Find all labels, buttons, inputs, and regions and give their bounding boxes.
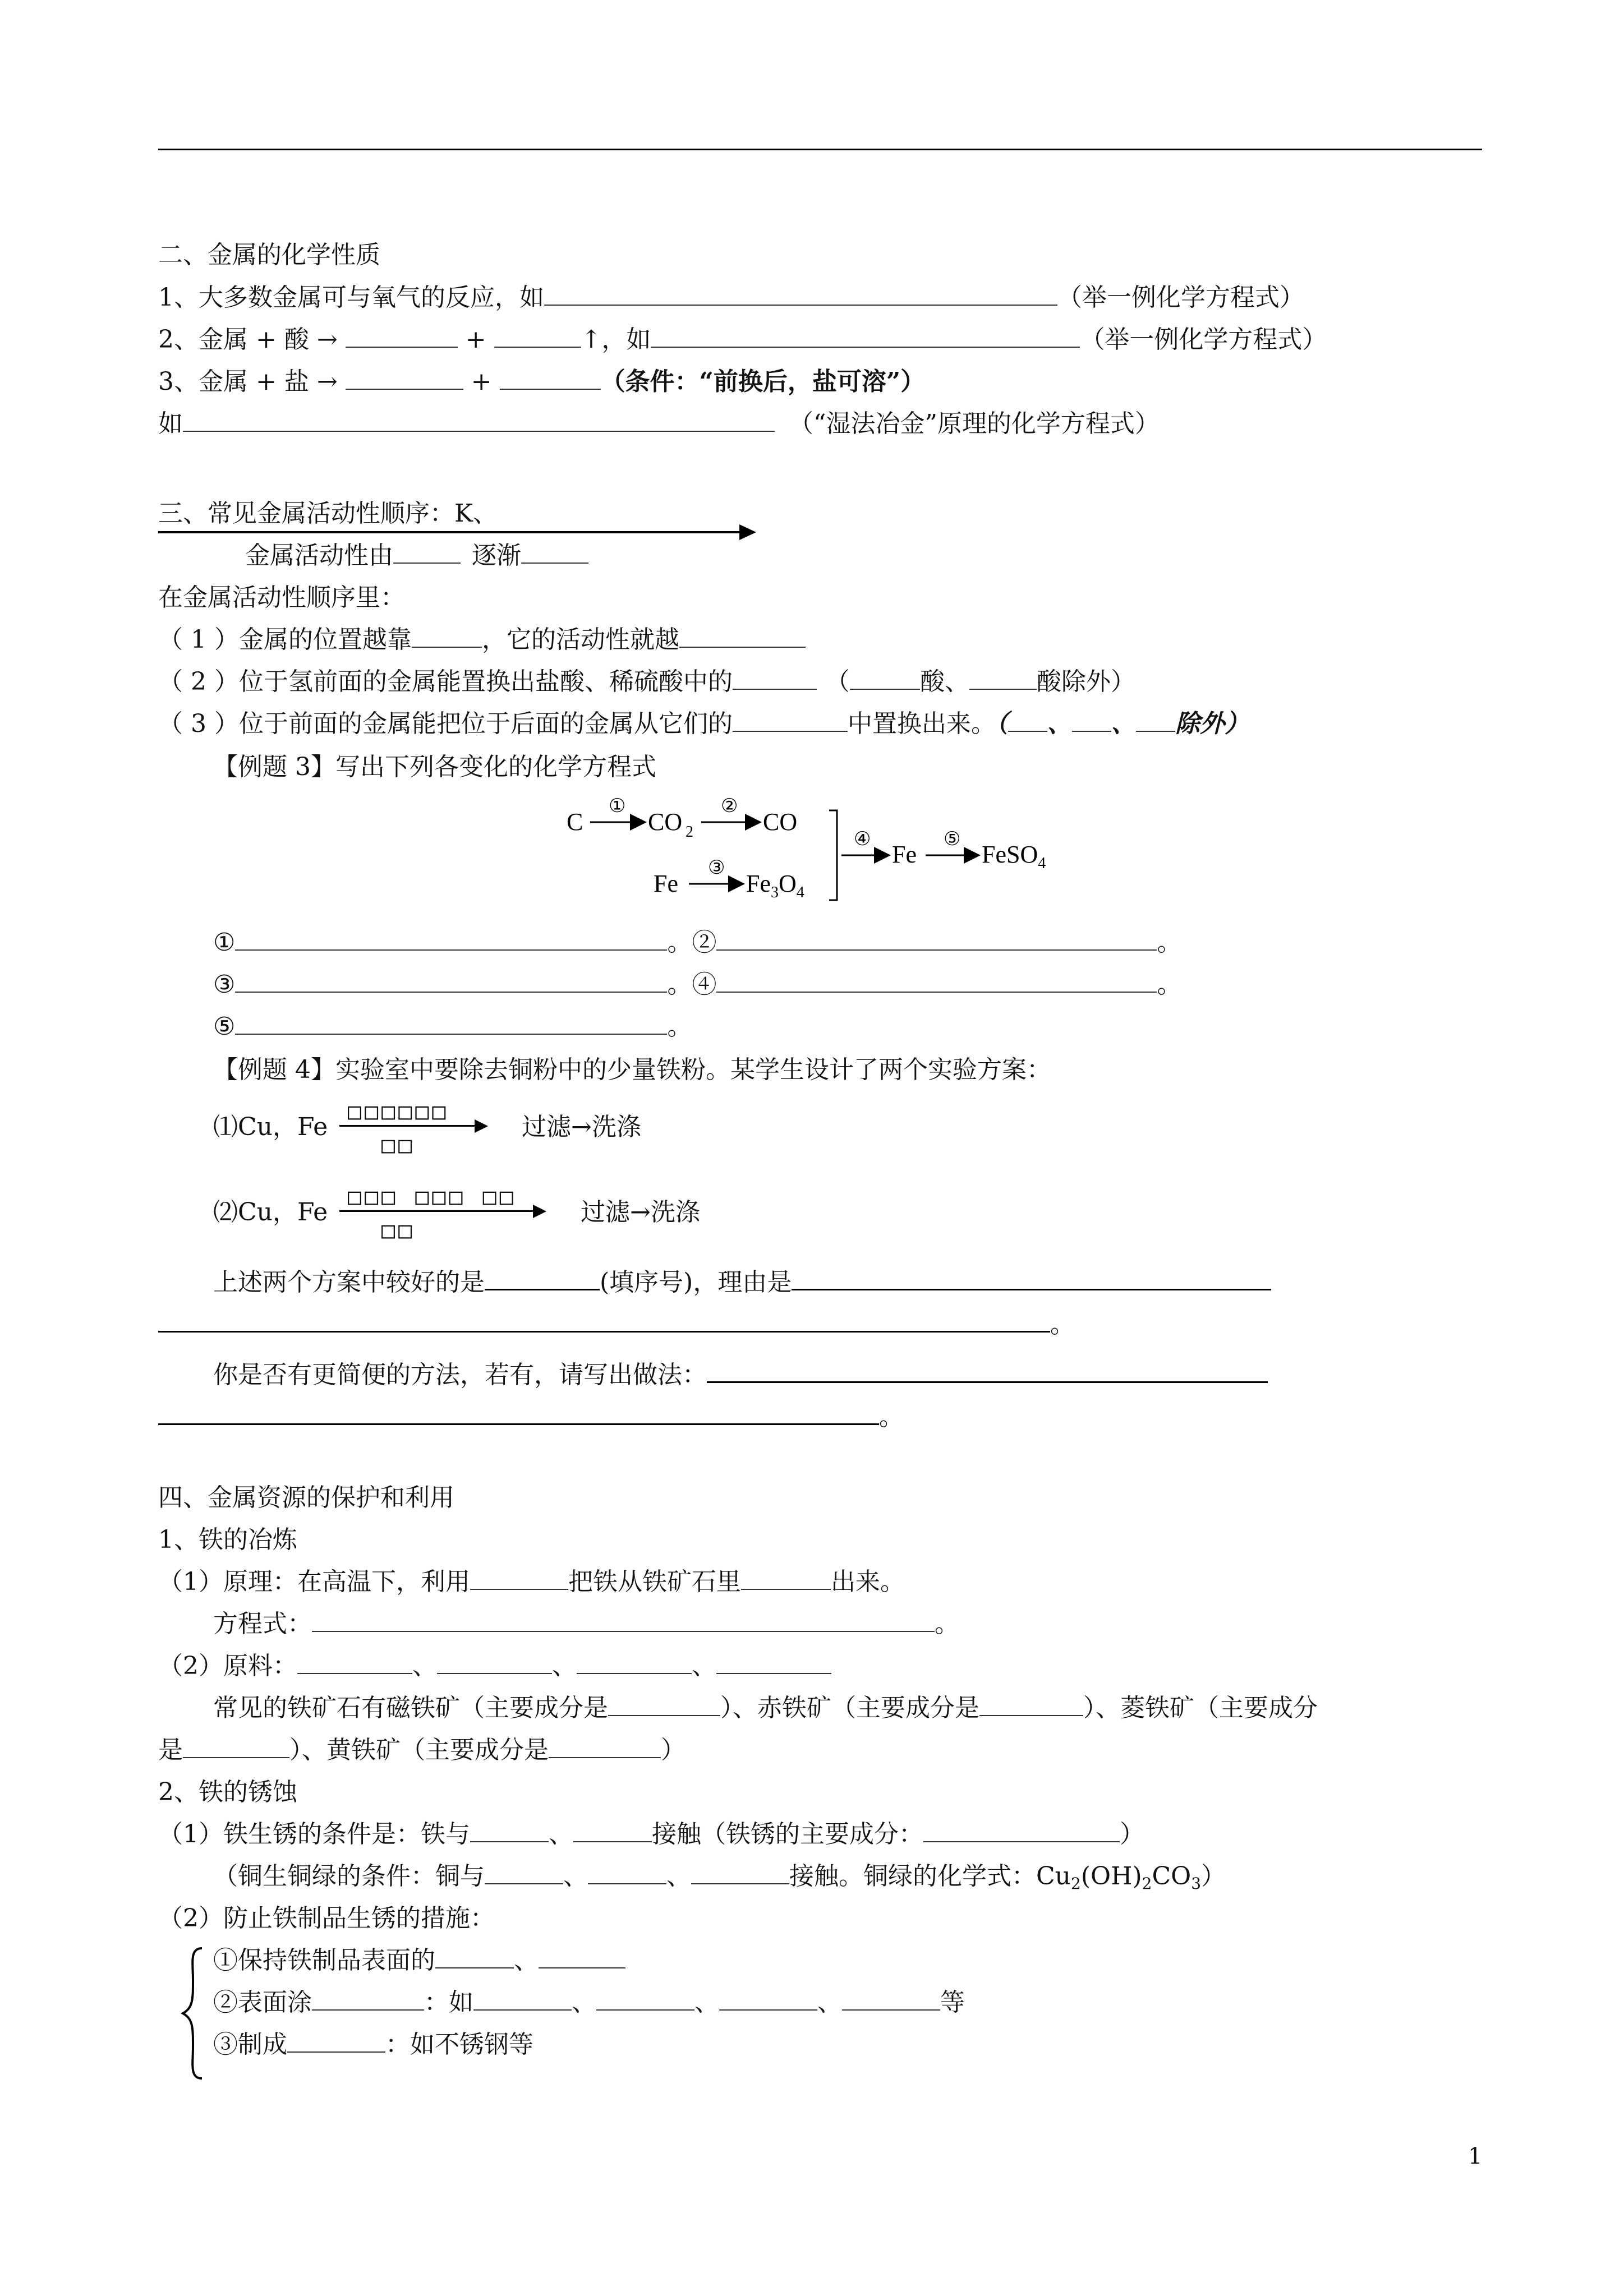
sec4-materials [158,1650,831,1682]
sep: 、 [692,1652,716,1680]
blank[interactable] [183,1735,289,1758]
copper-sub2: 2 [1142,1874,1152,1893]
order-text-b: 逐渐 [472,541,521,570]
copper-text-a: （铜生铜绿的条件：铜与 [213,1862,485,1891]
blank[interactable] [470,1819,549,1842]
sep: 、 [412,1652,437,1680]
ores-text-e: ）、黄铁矿（主要成分是 [289,1736,549,1764]
scheme2-label: ⑵Cu，Fe [213,1198,328,1227]
chem-CO: CO [763,808,798,836]
answer-line-3-4 [213,969,1181,1001]
blank[interactable] [651,324,1080,348]
blank[interactable] [544,282,1057,306]
left-brace [180,1946,208,2081]
ex4-question2 [213,1359,1268,1391]
sec3-intro: 在金属活动性顺序里： [158,583,405,612]
section2-title: 二、金属的化学性质 [158,241,380,269]
chem-Fe-1: Fe [654,870,678,897]
sec2-line2 [158,324,1327,356]
ex4-question1 [213,1266,1271,1298]
plus: + [471,367,492,396]
fe3o4-o: O [779,870,797,897]
sec3-point2 [158,666,1135,698]
ores-text-b: ）、赤铁矿（主要成分是 [720,1694,979,1722]
blank[interactable] [716,927,1157,951]
blank[interactable] [235,1011,667,1035]
blank[interactable] [719,1987,817,2011]
equation-label: 方程式： [213,1610,312,1638]
blank[interactable] [850,666,920,690]
circle-5: ⑤ [213,1012,236,1041]
scheme1-after: 过滤→洗涤 [522,1113,641,1141]
scheme1-reagent: □□□□□□ [348,1099,449,1124]
copper-sub3: 3 [1191,1874,1202,1893]
scheme2-condition: □□ [381,1218,416,1243]
sec3-point3 [158,708,1249,740]
measure2-text-a: ②表面涂 [213,1988,312,2017]
scheme2-reagent: □□□ □□□ □□ [348,1184,517,1210]
blank[interactable] [707,1359,1268,1383]
point1-text-a: （ 1 ）金属的位置越靠 [158,625,412,654]
sec4-copper [213,1861,1226,1899]
sec4-equation [213,1608,959,1640]
feso4-main: FeSO [982,841,1038,868]
paren: （ [995,709,1008,738]
sep: 、 [817,1988,842,2017]
sec4-ores-cont [158,1735,686,1766]
blank[interactable] [691,1861,789,1884]
point3-text-a: （ 3 ）位于前面的金属能把位于后面的金属从它们的 [158,709,733,738]
sep: 、 [666,1862,691,1891]
reaction-diagram [561,791,1094,909]
sep: 、 [1111,709,1136,738]
blank[interactable] [539,1945,625,1968]
copper-text-b: 接触。铜绿的化学式：Cu [789,1862,1071,1891]
chem-CO2-sub: 2 [686,823,693,841]
measure3-text-a: ③制成 [213,2030,287,2059]
ex4-question2-cont [158,1401,904,1433]
note: （举一例化学方程式） [1080,325,1327,354]
rust-text-c: ） [1120,1820,1144,1848]
answer-line-5 [213,1011,692,1043]
ores-text-c: ）、菱铁矿（主要成分 [1083,1694,1318,1722]
sep: 、 [563,1862,588,1891]
blank[interactable] [1136,708,1175,732]
blank[interactable] [596,1987,694,2011]
copper-text-c: (OH) [1080,1862,1142,1891]
blank[interactable] [287,2029,385,2053]
blank[interactable] [437,1650,552,1674]
principle-text-c: 出来。 [831,1567,905,1596]
paren: （ [825,667,850,696]
sec4-principle [158,1566,905,1598]
step-4: ④ [854,829,871,850]
step-1: ① [609,796,626,817]
sec3-point1 [158,624,806,656]
circle-3: ③ [213,970,236,999]
blank[interactable] [733,708,848,732]
period: 。 [879,1403,904,1431]
activity-arrow-line [158,531,742,533]
circle-4: ④ [692,970,717,999]
blank[interactable] [235,969,667,993]
blank[interactable] [741,1566,831,1590]
header-rule [158,149,1482,150]
scheme2-arrow-head [533,1205,546,1218]
blank[interactable] [485,1266,600,1290]
ex4-question1-cont [158,1308,1075,1340]
feso4-sub: 4 [1038,855,1046,872]
blank[interactable] [393,540,461,564]
sec4-sub1: 1、铁的冶炼 [158,1525,297,1554]
materials-label: （2）原料： [158,1652,297,1680]
principle-text-a: （1）原理：在高温下，利用 [158,1567,470,1596]
blank[interactable] [733,666,817,690]
blank[interactable] [792,1266,1271,1290]
note: （“湿法冶金”原理的化学方程式） [789,409,1160,438]
measure2-text-c: 等 [940,1988,965,2017]
point3-text-f: 除外） [1175,709,1249,738]
example4-title: 【例题 4】实验室中要除去铜粉中的少量铁粉。某学生设计了两个实验方案： [213,1055,1051,1084]
measure-2 [213,1987,965,2018]
chem-Fe-2: Fe [892,841,917,868]
fe3o4-sub1: 3 [771,884,779,901]
measure-3 [213,2029,533,2060]
scheme2-arrow-line [339,1210,536,1212]
circle-2: ② [692,928,717,957]
order-text-a: 金属活动性由 [245,541,393,570]
step-5: ⑤ [944,829,961,850]
point1-text-b: ，它的活动性就越 [481,625,679,654]
scheme1-label: ⑴Cu，Fe [213,1113,328,1141]
blank[interactable] [577,1650,692,1674]
blank[interactable] [183,408,775,432]
section4-title: 四、金属资源的保护和利用 [158,1483,454,1512]
sec4-prevent-title: （2）防止铁制品生锈的措施： [158,1904,495,1933]
scheme-2 [213,1184,774,1246]
blank[interactable] [588,1861,666,1884]
blank[interactable] [1072,708,1111,732]
point3-text-b: 中置换出来。 [847,709,996,738]
copper-text-d: CO [1152,1862,1191,1891]
answer-line-1-2 [213,927,1181,958]
rust-text-a: （1）铁生锈的条件是：铁与 [158,1820,470,1848]
sec2-line3-text: 3、金属 + 盐 → [158,367,338,396]
blank[interactable] [312,1608,935,1632]
blank[interactable] [435,1945,514,1968]
period: 。 [667,1012,692,1041]
scheme-1 [213,1099,718,1161]
condition-text: （条件：“前换后，盐可溶”） [600,367,926,396]
note: （举一例化学方程式） [1057,283,1304,312]
section3-title: 三、常见金属活动性顺序：K、 [158,499,498,528]
blank[interactable] [923,1819,1120,1842]
scheme2-after: 过滤→洗涤 [581,1198,700,1227]
rust-text-b: 接触（铁锈的主要成分： [652,1820,923,1848]
point2-text-a: （ 2 ）位于氢前面的金属能置换出盐酸、稀硫酸中的 [158,667,733,696]
scheme1-arrow-head [475,1119,488,1133]
ores-text-d: 是 [158,1736,183,1764]
sec2-line4 [158,408,1160,440]
copper-text-e: ） [1201,1862,1226,1891]
period: 。 [1157,970,1182,999]
point2-text-c: 酸、 [919,667,969,696]
blank[interactable] [549,1735,661,1758]
bracket [829,810,837,900]
chem-CO2: CO [648,808,683,836]
q1-text-b: (填序号)，理由是 [600,1268,792,1297]
sep: 、 [572,1988,596,2017]
blank[interactable] [346,324,458,348]
sec4-sub2: 2、铁的锈蚀 [158,1778,297,1806]
blank[interactable] [608,1693,720,1716]
measure2-text-b: ：如 [424,1988,473,2017]
measure1-text: ①保持铁制品表面的 [213,1946,435,1975]
chem-Fe3O4 [746,870,804,901]
fe3o4-fe: Fe [746,870,771,897]
sep: 、 [552,1652,577,1680]
sec2-line1 [158,282,1304,313]
sep: 、 [549,1820,573,1848]
principle-text-b: 把铁从铁矿石里 [568,1567,741,1596]
chem-FeSO4 [982,841,1046,872]
sec2-line2-text: 2、金属 + 酸 → [158,325,338,354]
activity-order-line [245,540,588,571]
sec4-ores [213,1693,1318,1724]
blank[interactable] [473,1987,572,2011]
q1-text-a: 上述两个方案中较好的是 [213,1268,485,1297]
sep: 、 [694,1988,719,2017]
sep: 、 [514,1946,539,1975]
scheme1-condition: □□ [381,1132,416,1158]
copper-sub1: 2 [1071,1874,1081,1893]
blank[interactable] [297,1650,412,1674]
measure3-text-b: ：如不锈钢等 [385,2030,533,2059]
sec2-line4-text: 如 [158,409,183,438]
blank[interactable] [716,969,1157,993]
blank[interactable] [969,666,1037,690]
blank[interactable] [494,324,581,348]
measure-1 [213,1945,625,1976]
period: 。 [1157,928,1182,957]
blank[interactable] [979,1693,1083,1716]
sec4-rust-condition [158,1819,1144,1850]
blank[interactable] [346,366,463,390]
period: 。 [667,928,692,957]
step-3: ③ [708,857,725,878]
ores-text-f: ） [661,1736,686,1764]
period: 。 [935,1610,959,1638]
q2-text: 你是否有更简便的方法，若有，请写出做法： [213,1361,707,1389]
blank[interactable] [842,1987,940,2011]
blank[interactable] [500,366,601,390]
blank[interactable] [158,1308,1050,1333]
period: 。 [667,970,692,999]
blank[interactable] [485,1861,563,1884]
blank[interactable] [521,540,588,564]
example3-title: 【例题 3】写出下列各变化的化学方程式 [213,753,656,781]
sec2-line1-text: 1、大多数金属可与氧气的反应，如 [158,283,544,312]
circle-1: ① [213,928,236,957]
blank[interactable] [679,624,806,648]
fe3o4-sub2: 4 [796,884,804,901]
blank[interactable] [412,624,482,648]
blank[interactable] [1008,708,1047,732]
step-2: ② [721,796,738,817]
blank[interactable] [158,1401,879,1425]
blank[interactable] [312,1987,424,2011]
blank[interactable] [573,1819,652,1842]
blank[interactable] [470,1566,568,1590]
scheme1-arrow-line [339,1125,477,1127]
sec2-line3 [158,366,925,398]
period: 。 [1050,1310,1075,1339]
sep: 、 [1047,709,1072,738]
blank[interactable] [716,1650,831,1674]
up-arrow-text: ↑，如 [581,325,651,354]
point2-text-d: 酸除外） [1036,667,1135,696]
page-number: 1 [1468,2143,1483,2169]
chem-C: C [567,808,583,836]
ores-text-a: 常见的铁矿石有磁铁矿（主要成分是 [213,1694,608,1722]
activity-arrow-head [739,524,756,540]
blank[interactable] [235,927,667,951]
plus: + [465,325,486,354]
